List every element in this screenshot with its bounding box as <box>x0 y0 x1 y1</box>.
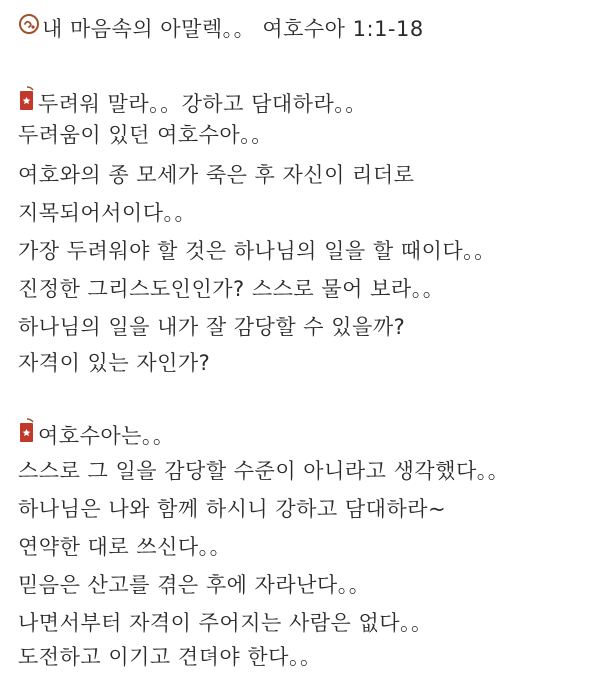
section1-line: 가장 두려워야 할 것은 하나님의 일을 할 때이다。。 <box>18 239 496 263</box>
section2-line: 연약한 대로 쓰신다。。 <box>18 535 232 559</box>
section2-line: 믿음은 산고를 겪은 후에 자라난다。。 <box>18 573 371 597</box>
section2-line: 나면서부터 자격이 주어지는 사람은 없다。。 <box>18 611 433 635</box>
section1-line: 여호와의 종 모세가 죽은 후 자신이 리더로 <box>18 163 415 187</box>
section1-line: 지목되어서이다。。 <box>18 201 197 225</box>
section1-heading-line <box>18 88 367 122</box>
red-bookmark-icon <box>18 86 36 120</box>
section2-line: 스스로 그 일을 감당할 수준이 아니라고 생각했다。。 <box>18 459 510 483</box>
title-line <box>18 14 424 45</box>
section1-line: 두려움이 있던 여호수아。。 <box>18 123 273 147</box>
section1-heading: 두려워 말라。。강하고 담대하라。。 <box>38 92 367 116</box>
section2-line: 도전하고 이기고 견뎌야 한다。。 <box>18 645 322 669</box>
section2-heading-line <box>18 420 174 454</box>
section2-line: 하나님은 나와 함께 하시니 강하고 담대하라~ <box>18 497 447 521</box>
section1-line: 진정한 그리스도인인가? 스스로 물어 보라。。 <box>18 277 445 301</box>
red-bookmark-icon <box>18 418 36 452</box>
note-swirl-icon <box>18 13 40 43</box>
section1-line: 자격이 있는 자인가? <box>18 351 211 375</box>
page-title: 내 마음속의 아말렉。。 여호수아 1:1-18 <box>42 17 424 41</box>
section1-line: 하나님의 일을 내가 잘 감당할 수 있을까? <box>18 315 406 339</box>
section2-heading: 여호수아는。。 <box>38 424 175 448</box>
